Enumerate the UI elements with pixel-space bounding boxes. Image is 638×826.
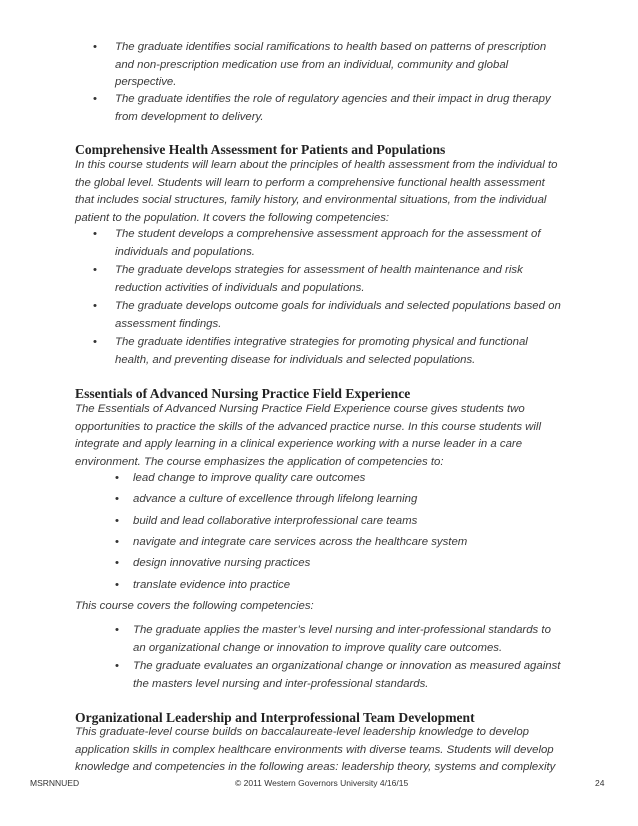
section-intro: This graduate-level course builds on baccalaureate-level leadership knowledge to develop application skills in complex healthcare environments with diverse teams. Students will develop knowledge and competencies in the following areas: leadership theory, systems and complexity [75, 726, 556, 773]
bullet-marker: • [93, 228, 97, 240]
list-item: • navigate and integrate care services across the healthcare system [133, 534, 467, 552]
bullet-marker: • [93, 41, 97, 53]
bullet-marker: • [115, 472, 119, 484]
bullet-marker: • [93, 264, 97, 276]
list-item: • The graduate identifies integrative strategies for promoting physical and functional health, and preventing disease for individuals and selected populations. [93, 336, 528, 366]
list-item: • lead change to improve quality care outcomes [133, 470, 365, 488]
list-item: • The graduate identifies the role of regulatory agencies and their impact in drug therapy from development to delivery. [93, 93, 551, 123]
section-heading: Essentials of Advanced Nursing Practice Field Experience [75, 386, 411, 401]
bullet-marker: • [115, 660, 119, 672]
list-item: • translate evidence into practice [133, 577, 290, 595]
bullet-marker: • [115, 515, 119, 527]
list-item: • The graduate applies the master’s level nursing and inter-professional standards to an organizational change or innovation to improve quality care outcomes. [115, 624, 551, 654]
list-item: • The graduate develops outcome goals for individuals and selected populations based on assessment findings. [93, 300, 561, 330]
bullet-marker: • [115, 557, 119, 569]
list-item: • The graduate identifies social ramifications to health based on patterns of prescription and non-prescription medication use from an individual, community and global perspective. [93, 41, 547, 88]
section-intro: The Essentials of Advanced Nursing Practice Field Experience course gives students two opportunities to practice the skills of the advanced practice nurse. In this course students will integrate and apply learning in a clinical experience working with a nurse leader in a care environment. The course emphasizes the application of competencies to: [75, 403, 541, 468]
list-item: • build and lead collaborative interprofessional care teams [133, 513, 417, 531]
section-intro: In this course students will learn about the principles of health assessment from the individual to the global level. Students will learn to perform a comprehensive functional health assessment that includes social structures, family history, and environmental situations, from the individual patient to the population. It covers the following competencies: [75, 159, 558, 224]
bullet-marker: • [115, 579, 119, 591]
bullet-marker: • [115, 536, 119, 548]
bullet-marker: • [93, 300, 97, 312]
section-heading: Organizational Leadership and Interprofessional Team Development [75, 710, 475, 725]
list-item: • The graduate evaluates an organizational change or innovation as measured against the masters level nursing and inter-professional standards. [115, 660, 561, 690]
page-number: 24 [595, 778, 605, 788]
bullet-marker: • [115, 624, 119, 636]
list-item: • The graduate develops strategies for assessment of health maintenance and risk reduction activities of individuals and populations. [93, 264, 523, 294]
list-item: • The student develops a comprehensive assessment approach for the assessment of individuals and populations. [93, 228, 541, 258]
bullet-marker: • [93, 336, 97, 348]
section-heading: Comprehensive Health Assessment for Patients and Populations [75, 142, 446, 157]
bullet-marker: • [115, 493, 119, 505]
footer-code: MSRNNUED [30, 778, 80, 788]
list-item: • advance a culture of excellence through lifelong learning [133, 491, 417, 509]
bullet-marker: • [93, 93, 97, 105]
footer-copyright: © 2011 Western Governors University 4/16/15 [235, 778, 409, 788]
list-item: • design innovative nursing practices [133, 555, 310, 573]
covers-text: This course covers the following competencies: [75, 600, 314, 612]
